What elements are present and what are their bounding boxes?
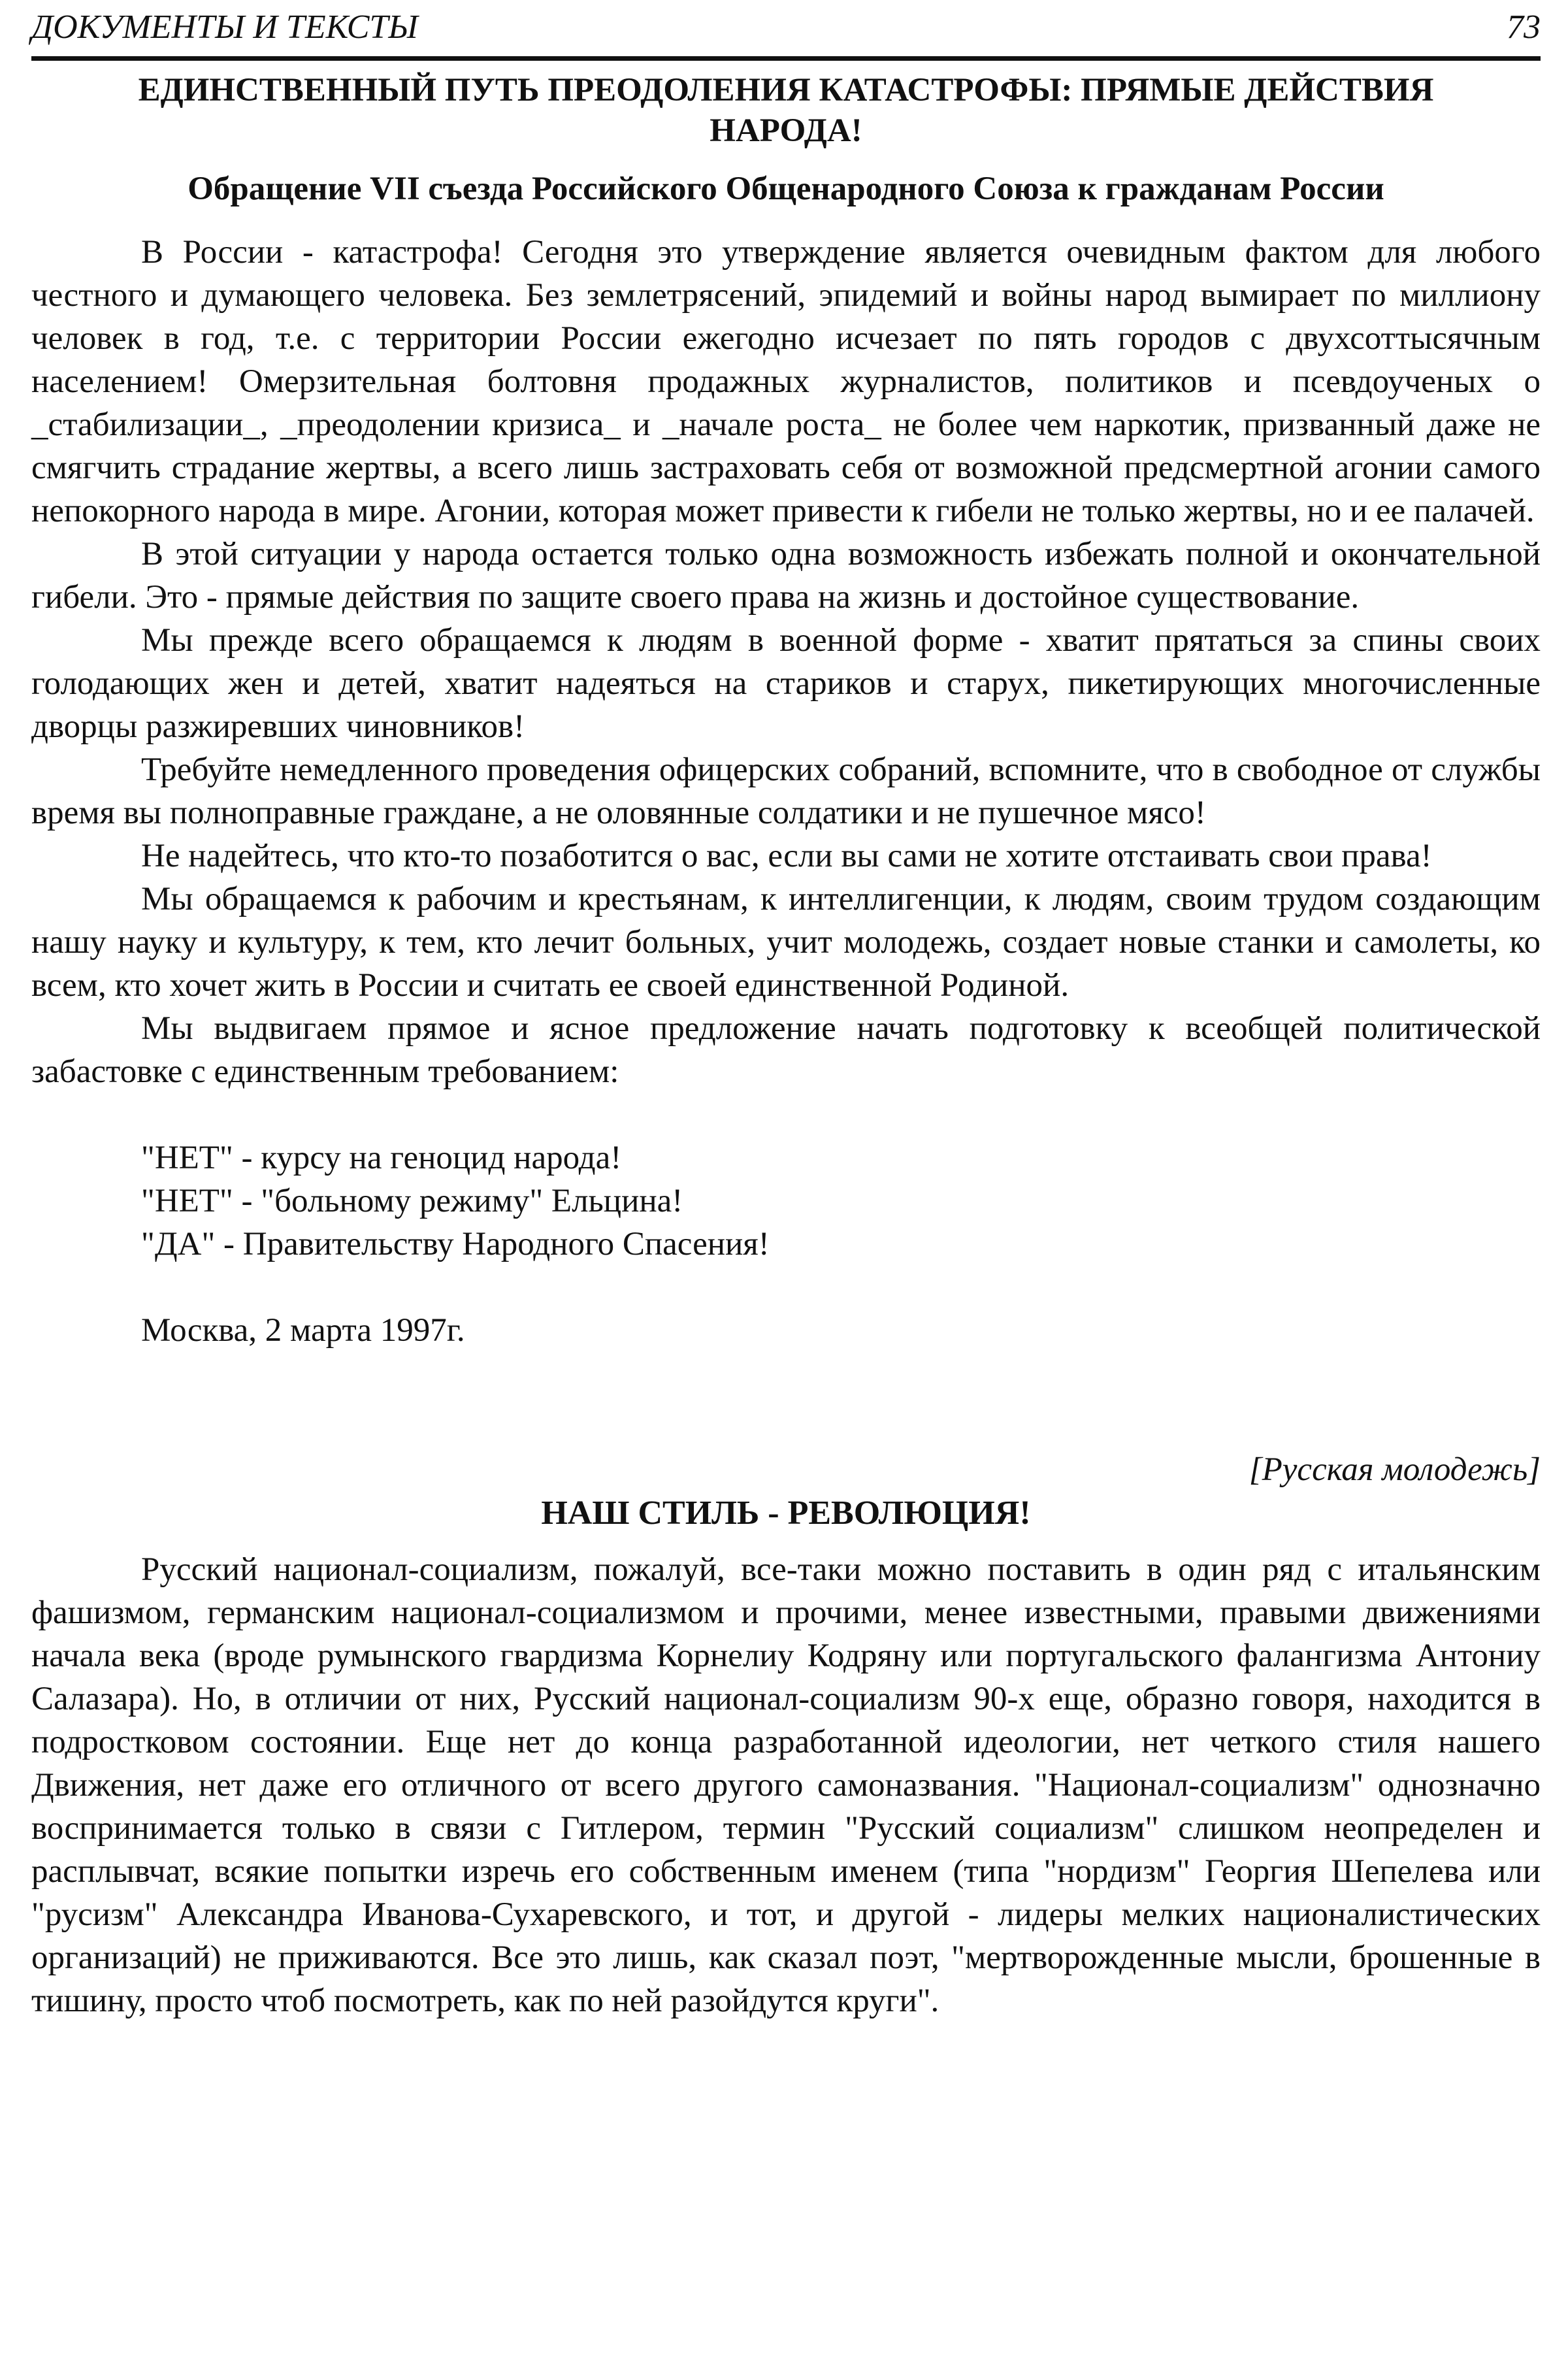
slogan-list [31, 1136, 1541, 1266]
paragraph: Не надейтесь, что кто-то позаботится о вас, если вы сами не хотите отстаивать свои права! [141, 838, 1432, 874]
dateline: Москва, 2 марта 1997г. [141, 1312, 465, 1349]
paragraph: В этой ситуации у народа остается только одна возможность избежать полной и окончательной гибели. Это - прямые действия по защите своего права на жизнь и достойное существование. [31, 536, 1541, 616]
paragraph: Мы выдвигаем прямое и ясное предложение начать подготовку к всеобщей политической забастовке с единственным требованием: [31, 1010, 1541, 1090]
second-article-title: НАШ СТИЛЬ - РЕВОЛЮЦИЯ! [541, 1494, 1031, 1532]
paragraph: Русский национал-социализм, пожалуй, все-таки можно поставить в один ряд с итальянским фашизмом, германским национал-социализмом и прочими, менее известными, правыми движениями начала века (вроде румынского гвардизма Корнелиу Кодряну или португальского фалангизма Антониу Салазара). Но, в отличии от них, Русский национал-социализм 90-х еще, образно говоря, находится в подростковом состоянии. Еще нет до конца разработанной идеологии, нет четкого стиля нашего Движения, нет даже его отличного от всего другого самоназвания. "Национал-социализм" однозначно воспринимается только в связи с Гитлером, термин "Русский социализм" слишком неопределен и расплывчат, всякие попытки изречь его собственным именем (типа "нордизм" Георгия Шепелева или "русизм" Александра Иванова-Сухаревского, и тот, и другой - лидеры мелких националистических организаций) не приживаются. Все это лишь, как сказал поэт, "мертворожденные мысли, брошенные в тишину, просто чтоб посмотреть, как по ней разойдутся круги". [31, 1551, 1541, 2019]
slogan: "НЕТ" - курсу на геноцид народа! [141, 1140, 622, 1176]
section-title: ДОКУМЕНТЫ И ТЕКСТЫ [31, 8, 418, 46]
article-body [31, 231, 1541, 1093]
document-page [31, 0, 1541, 2022]
paragraph: В России - катастрофа! Сегодня это утверждение является очевидным фактом для любого честного и думающего человека. Без землетрясений, эпидемий и войны народ вымирает по миллиону человек в год, т.е. с территории России ежегодно исчезает по пять городов с двухсоттысячным населением! Омерзительная болтовня продажных журналистов, политиков и псевдоученых о _стабилизации_, _преодолении кризиса_ и _начале роста_ не более чем наркотик, призванный даже не смягчить страдание жертвы, а всего лишь застраховать себя от возможной предсмертной агонии самого непокорного народа в мире. Агонии, которая может привести к гибели не только жертвы, но и ее палачей. [31, 234, 1541, 529]
page-number: 73 [1507, 8, 1541, 46]
slogan: "ДА" - Правительству Народного Спасения! [141, 1226, 770, 1262]
paragraph: Мы обращаемся к рабочим и крестьянам, к интеллигенции, к людям, своим трудом создающим нашу науку и культуру, к тем, кто лечит больных, учит молодежь, создает новые станки и самолеты, ко всем, кто хочет жить в России и считать ее своей единственной Родиной. [31, 881, 1541, 1004]
paragraph: Требуйте немедленного проведения офицерских собраний, вспомните, что в свободное от службы время вы полноправные граждане, а не оловянные солдатики и не пушечное мясо! [31, 751, 1541, 831]
slogan: "НЕТ" - "больному режиму" Ельцина! [141, 1183, 683, 1219]
header-rule [31, 56, 1541, 61]
second-article-body [31, 1548, 1541, 2022]
article-title: ЕДИНСТВЕННЫЙ ПУТЬ ПРЕОДОЛЕНИЯ КАТАСТРОФЫ: ПРЯМЫЕ ДЕЙСТВИЯ НАРОДА! [138, 72, 1434, 149]
article-subtitle: Обращение VII съезда Российского Общенародного Союза к гражданам России [188, 171, 1384, 207]
source-attribution: [Русская молодежь] [1249, 1451, 1541, 1488]
running-header [31, 5, 1541, 56]
paragraph: Мы прежде всего обращаемся к людям в военной форме - хватит прятаться за спины своих голодающих жен и детей, хватит надеяться на стариков и старух, пикетирующих многочисленные дворцы разжиревших чиновников! [31, 622, 1541, 745]
